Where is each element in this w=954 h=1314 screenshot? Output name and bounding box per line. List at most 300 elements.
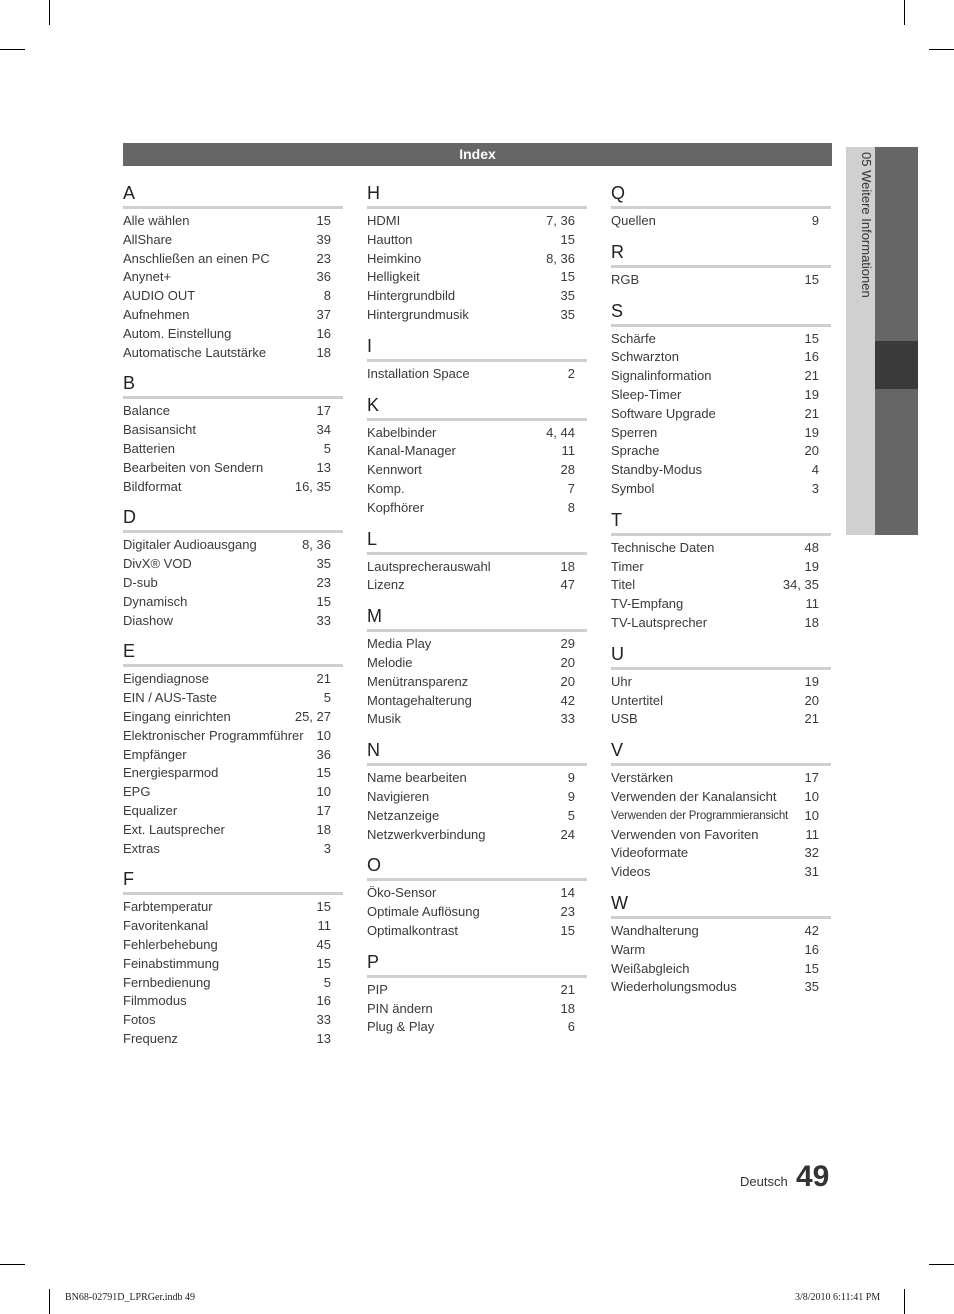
entry-term: Netzwerkverbindung xyxy=(367,826,486,842)
entry-term: Media Play xyxy=(367,636,432,652)
entry-term: RGB xyxy=(611,271,640,287)
entry-pages: 7 xyxy=(567,480,575,496)
entry-pages: 21 xyxy=(804,368,819,384)
entry-term: Farbtemperatur xyxy=(123,899,213,915)
entry-pages: 10 xyxy=(804,807,819,823)
entry-term: Verstärken xyxy=(611,770,674,786)
page-number: 49 xyxy=(796,1160,830,1193)
entry-term: Helligkeit xyxy=(367,269,420,285)
entry-pages: 21 xyxy=(804,405,819,421)
index-section xyxy=(123,638,343,858)
entry-pages: 42 xyxy=(804,922,819,938)
index-entry xyxy=(611,367,831,386)
entry-term: Fehlerbehebung xyxy=(123,936,218,952)
index-entry xyxy=(123,821,343,840)
index-entry xyxy=(367,1000,587,1019)
index-entry xyxy=(611,769,831,788)
entry-term: Hintergrundmusik xyxy=(367,306,469,322)
index-entry xyxy=(611,826,831,845)
entry-term: Dynamisch xyxy=(123,593,188,609)
section-divider xyxy=(611,265,831,268)
entry-term: Videos xyxy=(611,864,651,880)
entry-pages: 36 xyxy=(316,269,331,285)
index-header: Index xyxy=(123,143,832,166)
index-entry xyxy=(123,440,343,459)
crop-mark xyxy=(0,1264,25,1265)
index-section xyxy=(611,180,831,231)
index-entry xyxy=(123,840,343,859)
section-divider xyxy=(367,418,587,421)
entry-pages: 42 xyxy=(560,692,575,708)
entry-term: Anynet+ xyxy=(123,269,172,285)
index-entry xyxy=(123,459,343,478)
index-section xyxy=(123,370,343,496)
entry-term: Optimale Auflösung xyxy=(367,904,480,920)
entry-pages: 35 xyxy=(560,288,575,304)
index-entry xyxy=(611,461,831,480)
index-entry xyxy=(367,769,587,788)
index-entry xyxy=(367,268,587,287)
section-divider xyxy=(123,892,343,895)
index-entry xyxy=(611,863,831,882)
entry-term: Plug & Play xyxy=(367,1019,435,1035)
entry-pages: 20 xyxy=(560,673,575,689)
entry-pages: 4, 44 xyxy=(546,424,575,440)
entry-term: Symbol xyxy=(611,480,655,496)
section-divider xyxy=(367,359,587,362)
entry-pages: 33 xyxy=(316,612,331,628)
index-entry xyxy=(367,287,587,306)
entry-term: Feinabstimmung xyxy=(123,955,220,971)
index-entry xyxy=(367,981,587,1000)
entry-pages: 23 xyxy=(560,904,575,920)
entry-pages: 9 xyxy=(567,788,575,804)
section-letter: N xyxy=(367,740,380,761)
index-entry xyxy=(367,442,587,461)
entry-term: Kopfhörer xyxy=(367,499,425,515)
crop-mark xyxy=(929,1264,954,1265)
section-letter: V xyxy=(611,740,624,761)
index-entry xyxy=(367,922,587,941)
entry-pages: 18 xyxy=(560,558,575,574)
index-entry xyxy=(611,710,831,729)
index-entry xyxy=(367,673,587,692)
entry-term: Verwenden der Kanalansicht xyxy=(611,788,777,804)
entry-pages: 19 xyxy=(804,424,819,440)
section-letter: L xyxy=(367,528,378,549)
entry-term: Uhr xyxy=(611,673,632,689)
index-entry xyxy=(367,903,587,922)
section-letter: D xyxy=(123,507,136,528)
entry-term: Standby-Modus xyxy=(611,462,703,478)
index-entry xyxy=(611,614,831,633)
entry-term: Software Upgrade xyxy=(611,405,716,421)
index-section xyxy=(123,180,343,362)
index-entry xyxy=(611,692,831,711)
index-entry xyxy=(367,212,587,231)
index-entry xyxy=(611,844,831,863)
entry-pages: 48 xyxy=(804,539,819,555)
index-entry xyxy=(367,365,587,384)
print-info-right: 3/8/2010 6:11:41 PM xyxy=(795,1292,881,1303)
entry-pages: 9 xyxy=(811,213,819,228)
print-info-left: BN68-02791D_LPRGer.indb 49 xyxy=(65,1292,195,1303)
entry-term: Bearbeiten von Sendern xyxy=(123,459,264,475)
entry-term: EIN / AUS-Taste xyxy=(123,690,217,706)
index-entry xyxy=(123,402,343,421)
entry-term: Balance xyxy=(123,403,170,419)
index-entry xyxy=(367,424,587,443)
section-letter: W xyxy=(611,892,628,913)
entry-term: Untertitel xyxy=(611,692,664,708)
index-entry xyxy=(367,635,587,654)
entry-term: Komp. xyxy=(367,480,405,496)
entry-term: Eingang einrichten xyxy=(123,708,231,724)
crop-mark xyxy=(0,49,25,50)
entry-pages: 16 xyxy=(804,349,819,365)
index-entry xyxy=(367,499,587,518)
entry-term: Hintergrundbild xyxy=(367,288,456,304)
entry-pages: 10 xyxy=(804,788,819,804)
entry-pages: 2 xyxy=(567,365,575,381)
entry-term: Menütransparenz xyxy=(367,673,469,689)
index-entry xyxy=(367,576,587,595)
entry-pages: 3 xyxy=(323,840,331,856)
entry-pages: 35 xyxy=(560,306,575,322)
entry-term: Heimkino xyxy=(367,250,422,266)
index-entry xyxy=(123,670,343,689)
entry-pages: 15 xyxy=(804,271,819,287)
footer-language: Deutsch xyxy=(740,1174,788,1189)
index-entry xyxy=(611,330,831,349)
index-entry xyxy=(611,480,831,499)
entry-term: AUDIO OUT xyxy=(123,288,196,304)
section-letter: M xyxy=(367,606,382,627)
entry-pages: 37 xyxy=(316,306,331,322)
entry-pages: 18 xyxy=(316,344,331,360)
index-entry xyxy=(367,558,587,577)
section-divider xyxy=(123,664,343,667)
entry-pages: 16 xyxy=(316,993,331,1009)
entry-term: Basisansicht xyxy=(123,422,196,438)
index-entry xyxy=(367,884,587,903)
index-column-1 xyxy=(123,170,343,1049)
index-entry xyxy=(611,576,831,595)
crop-mark xyxy=(49,1289,50,1314)
entry-pages: 28 xyxy=(560,462,575,478)
entry-pages: 15 xyxy=(316,899,331,915)
index-entry xyxy=(611,348,831,367)
entry-pages: 11 xyxy=(805,596,819,612)
index-section xyxy=(611,737,831,882)
crop-mark xyxy=(904,1289,905,1314)
entry-pages: 20 xyxy=(804,443,819,459)
section-divider xyxy=(611,533,831,536)
entry-term: Filmmodus xyxy=(123,993,187,1009)
index-entry xyxy=(123,898,343,917)
index-entry xyxy=(123,727,343,746)
index-entry xyxy=(123,478,343,497)
section-divider xyxy=(367,629,587,632)
entry-term: Digitaler Audioausgang xyxy=(123,537,257,553)
entry-pages: 19 xyxy=(804,558,819,574)
chapter-tab-marker xyxy=(875,341,918,389)
entry-pages: 17 xyxy=(316,802,331,818)
entry-term: Batterien xyxy=(123,440,176,456)
entry-term: Automatische Lautstärke xyxy=(123,344,267,360)
section-letter: E xyxy=(123,641,136,662)
entry-pages: 8 xyxy=(567,499,575,515)
entry-term: Sleep-Timer xyxy=(611,386,682,402)
index-section xyxy=(123,504,343,630)
entry-term: EPG xyxy=(123,784,151,800)
entry-pages: 36 xyxy=(316,746,331,762)
index-entry xyxy=(123,212,343,231)
index-entry xyxy=(123,1030,343,1049)
entry-term: Hautton xyxy=(367,231,413,247)
index-entry xyxy=(123,955,343,974)
entry-pages: 11 xyxy=(805,826,819,842)
section-divider xyxy=(367,975,587,978)
entry-term: AllShare xyxy=(123,231,173,247)
entry-term: Sperren xyxy=(611,424,658,440)
entry-pages: 9 xyxy=(567,770,575,786)
entry-term: Titel xyxy=(611,577,636,593)
index-entry xyxy=(123,708,343,727)
entry-term: Schwarzton xyxy=(611,349,679,365)
index-entry xyxy=(611,922,831,941)
section-divider xyxy=(367,552,587,555)
entry-pages: 15 xyxy=(560,231,575,247)
entry-term: Fernbedienung xyxy=(123,974,211,990)
entry-pages: 16 xyxy=(316,325,331,341)
entry-term: Sprache xyxy=(611,443,660,459)
entry-pages: 17 xyxy=(316,403,331,419)
entry-pages: 21 xyxy=(804,711,819,727)
index-entry xyxy=(123,746,343,765)
section-letter: P xyxy=(367,951,380,972)
entry-term: Kanal-Manager xyxy=(367,443,456,459)
index-entry xyxy=(123,764,343,783)
index-entry xyxy=(123,936,343,955)
entry-term: D-sub xyxy=(123,574,158,590)
entry-term: Quellen xyxy=(611,213,656,228)
entry-pages: 15 xyxy=(804,330,819,346)
section-divider xyxy=(123,396,343,399)
entry-term: DivX® VOD xyxy=(123,556,192,572)
entry-term: Autom. Einstellung xyxy=(123,325,232,341)
entry-pages: 33 xyxy=(316,1012,331,1028)
entry-pages: 18 xyxy=(804,614,819,630)
entry-pages: 16, 35 xyxy=(294,478,331,494)
index-column-2 xyxy=(367,170,587,1037)
index-entry xyxy=(367,826,587,845)
index-entry xyxy=(367,231,587,250)
index-entry xyxy=(367,306,587,325)
section-divider xyxy=(611,324,831,327)
index-entry xyxy=(611,212,831,231)
index-entry xyxy=(611,788,831,807)
index-entry xyxy=(123,325,343,344)
index-section xyxy=(367,180,587,325)
entry-pages: 35 xyxy=(804,979,819,995)
index-entry xyxy=(123,287,343,306)
index-entry xyxy=(611,539,831,558)
index-entry xyxy=(367,807,587,826)
entry-term: Optimalkontrast xyxy=(367,922,459,938)
section-letter: R xyxy=(611,241,624,262)
index-entry xyxy=(611,595,831,614)
index-entry xyxy=(123,250,343,269)
index-entry xyxy=(611,941,831,960)
index-section xyxy=(611,890,831,997)
entry-pages: 10 xyxy=(316,727,331,743)
section-divider xyxy=(611,667,831,670)
entry-term: Eigendiagnose xyxy=(123,671,210,687)
entry-term: Technische Daten xyxy=(611,539,715,555)
crop-mark xyxy=(904,0,905,25)
entry-term: Empfänger xyxy=(123,746,187,762)
entry-pages: 21 xyxy=(560,981,575,997)
entry-term: USB xyxy=(611,711,638,727)
entry-term: TV-Lautsprecher xyxy=(611,614,708,630)
entry-pages: 17 xyxy=(804,770,819,786)
entry-pages: 14 xyxy=(560,885,575,901)
index-entry xyxy=(367,250,587,269)
crop-mark xyxy=(929,49,954,50)
section-letter: T xyxy=(611,509,622,530)
index-section xyxy=(367,526,587,596)
section-divider xyxy=(367,763,587,766)
index-section xyxy=(367,949,587,1037)
entry-pages: 23 xyxy=(316,574,331,590)
entry-pages: 15 xyxy=(560,922,575,938)
index-entry xyxy=(123,306,343,325)
section-letter: F xyxy=(123,869,134,890)
entry-pages: 5 xyxy=(323,974,331,990)
entry-term: Signalinformation xyxy=(611,368,712,384)
index-entry xyxy=(367,788,587,807)
index-section xyxy=(367,392,587,518)
entry-term: Schärfe xyxy=(611,330,656,346)
entry-term: PIP xyxy=(367,981,388,997)
entry-term: Netzanzeige xyxy=(367,807,440,823)
entry-pages: 33 xyxy=(560,711,575,727)
entry-pages: 5 xyxy=(323,440,331,456)
index-entry xyxy=(123,268,343,287)
entry-pages: 6 xyxy=(567,1019,575,1035)
entry-term: Kabelbinder xyxy=(367,424,437,440)
section-letter: A xyxy=(123,183,136,203)
index-entry xyxy=(367,654,587,673)
index-entry xyxy=(367,710,587,729)
entry-term: Frequenz xyxy=(123,1030,178,1046)
index-entry xyxy=(123,1011,343,1030)
section-letter: B xyxy=(123,373,136,394)
index-entry xyxy=(611,807,831,826)
section-divider xyxy=(367,878,587,881)
entry-term: Timer xyxy=(611,558,644,574)
entry-pages: 15 xyxy=(316,213,331,228)
entry-pages: 3 xyxy=(811,480,819,496)
index-entry xyxy=(123,992,343,1011)
entry-pages: 7, 36 xyxy=(546,213,575,228)
index-section xyxy=(611,507,831,633)
entry-pages: 5 xyxy=(323,690,331,706)
entry-term: Öko-Sensor xyxy=(367,885,437,901)
entry-pages: 10 xyxy=(316,784,331,800)
index-column-3 xyxy=(611,170,831,997)
entry-pages: 8, 36 xyxy=(302,537,331,553)
index-entry xyxy=(123,593,343,612)
entry-pages: 8 xyxy=(323,288,331,304)
entry-term: Verwenden von Favoriten xyxy=(611,826,759,842)
index-entry xyxy=(611,673,831,692)
entry-pages: 29 xyxy=(560,636,575,652)
entry-term: Elektronischer Programmführer xyxy=(123,727,304,743)
index-entry xyxy=(367,692,587,711)
section-divider xyxy=(611,206,831,209)
entry-term: Name bearbeiten xyxy=(367,770,467,786)
entry-term: Lautsprecherauswahl xyxy=(367,558,491,574)
index-section xyxy=(611,298,831,499)
entry-pages: 39 xyxy=(316,231,331,247)
index-entry xyxy=(611,960,831,979)
index-entry xyxy=(123,421,343,440)
entry-term: Videoformate xyxy=(611,845,689,861)
entry-term: Montagehalterung xyxy=(367,692,472,708)
entry-term: HDMI xyxy=(367,213,401,228)
entry-term: Bildformat xyxy=(123,478,182,494)
entry-pages: 20 xyxy=(804,692,819,708)
index-entry xyxy=(123,574,343,593)
entry-term: Aufnehmen xyxy=(123,306,190,322)
index-section xyxy=(611,641,831,729)
entry-pages: 11 xyxy=(317,918,331,934)
entry-term: Alle wählen xyxy=(123,213,190,228)
index-entry xyxy=(123,689,343,708)
section-letter: O xyxy=(367,855,382,876)
entry-term: Warm xyxy=(611,941,646,957)
entry-term: Lizenz xyxy=(367,577,405,593)
entry-pages: 15 xyxy=(316,955,331,971)
entry-pages: 20 xyxy=(560,654,575,670)
index-entry xyxy=(123,612,343,631)
entry-term: Verwenden der Programmieransicht xyxy=(611,809,789,822)
entry-term: Ext. Lautsprecher xyxy=(123,821,225,837)
index-entry xyxy=(611,424,831,443)
section-divider xyxy=(123,206,343,209)
entry-pages: 13 xyxy=(316,459,331,475)
entry-term: Navigieren xyxy=(367,788,430,804)
index-section xyxy=(123,866,343,1048)
index-entry xyxy=(123,802,343,821)
entry-pages: 11 xyxy=(561,443,575,459)
entry-pages: 25, 27 xyxy=(294,708,331,724)
entry-pages: 32 xyxy=(804,845,819,861)
index-section xyxy=(611,239,831,290)
entry-pages: 13 xyxy=(316,1030,331,1046)
entry-pages: 23 xyxy=(316,250,331,266)
entry-term: Installation Space xyxy=(367,365,470,381)
index-section xyxy=(367,852,587,940)
index-entry xyxy=(123,783,343,802)
section-divider xyxy=(123,530,343,533)
entry-pages: 5 xyxy=(567,807,575,823)
entry-pages: 18 xyxy=(316,821,331,837)
index-section xyxy=(367,737,587,844)
index-entry xyxy=(367,461,587,480)
